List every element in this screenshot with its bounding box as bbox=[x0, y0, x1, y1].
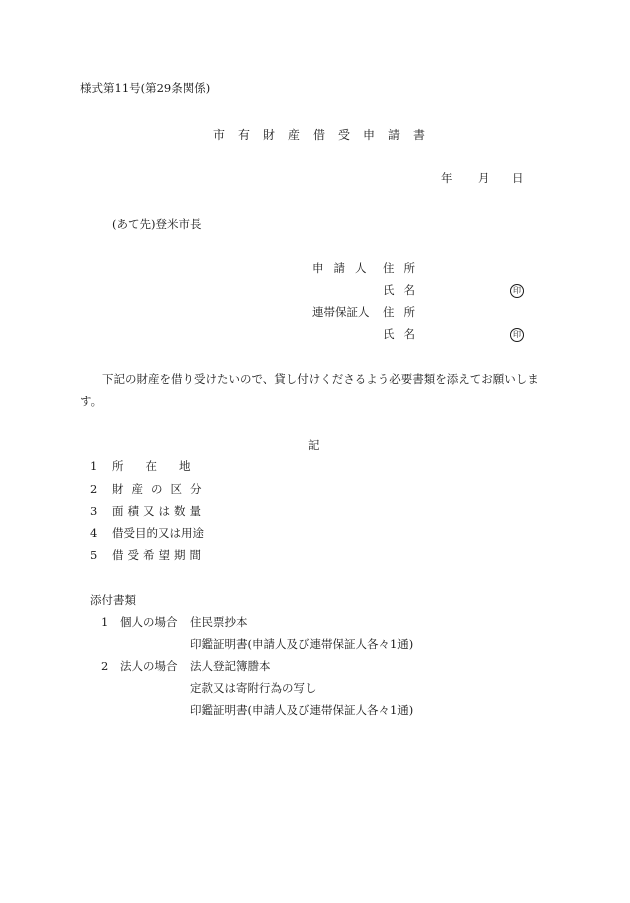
applicant-address-label: 住所 bbox=[383, 261, 424, 275]
page-title: 市有財産借受申請書 bbox=[213, 128, 439, 142]
case-number: 2 bbox=[101, 659, 109, 673]
case-number: 1 bbox=[101, 615, 109, 629]
list-item: 5 借受希望期間 bbox=[90, 548, 205, 562]
attachment-doc: 印鑑証明書(申請人及び連帯保証人各々1通) bbox=[190, 703, 414, 717]
applicant-name-label: 氏名 bbox=[383, 283, 424, 297]
attachment-doc: 住民票抄本 bbox=[190, 615, 248, 629]
date-year-label: 年 bbox=[441, 171, 453, 185]
form-number: 様式第11号(第29条関係) bbox=[80, 81, 211, 95]
date-month-label: 月 bbox=[478, 171, 490, 185]
guarantor-address-label: 住所 bbox=[383, 305, 424, 319]
guarantor-name-label: 氏名 bbox=[383, 327, 424, 341]
attachment-doc: 法人登記簿謄本 bbox=[190, 659, 271, 673]
date-day-label: 日 bbox=[512, 171, 524, 185]
list-item: 4 借受目的又は用途 bbox=[90, 526, 204, 540]
request-text: 下記の財産を借り受けたいので、貸し付けくださるよう必要書類を添えてお願いします。 bbox=[80, 372, 539, 408]
guarantor-seal-mark bbox=[510, 328, 524, 342]
applicant-seal-mark bbox=[510, 284, 524, 298]
applicant-label: 申請人 bbox=[312, 261, 377, 275]
ki-heading: 記 bbox=[308, 438, 320, 452]
list-item: 2 財産の区分 bbox=[90, 482, 210, 496]
addressee: (あて先)登米市長 bbox=[112, 217, 202, 231]
seal-icon: 印 bbox=[510, 284, 524, 298]
list-item: 1 所在地 bbox=[90, 459, 213, 473]
attachment-doc: 定款又は寄附行為の写し bbox=[190, 681, 317, 695]
attachment-doc: 印鑑証明書(申請人及び連帯保証人各々1通) bbox=[190, 637, 414, 651]
seal-icon: 印 bbox=[510, 328, 524, 342]
case-label: 法人の場合 bbox=[120, 659, 178, 673]
list-item: 3 面積又は数量 bbox=[90, 504, 205, 518]
guarantor-label: 連帯保証人 bbox=[312, 305, 370, 319]
attachments-heading: 添付書類 bbox=[90, 593, 136, 607]
case-label: 個人の場合 bbox=[120, 615, 178, 629]
